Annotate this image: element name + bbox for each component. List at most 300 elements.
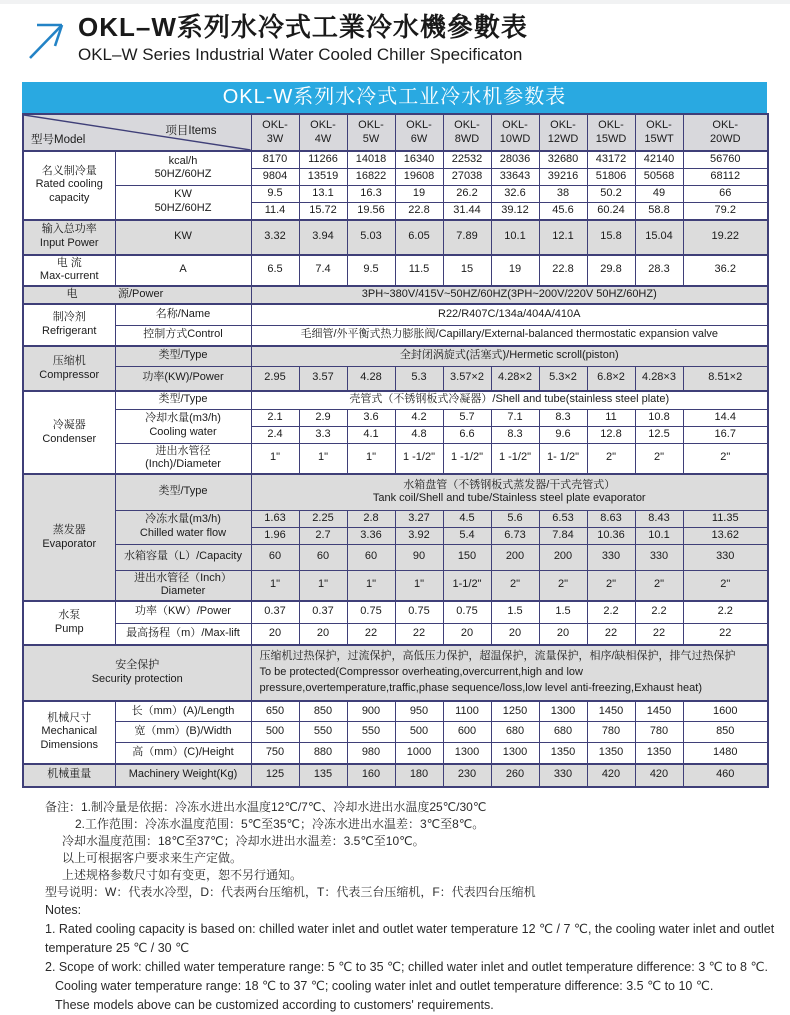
value-cell: 10.8 — [635, 409, 683, 426]
value-cell: 8170 — [251, 151, 299, 168]
value-cell: 45.6 — [539, 202, 587, 219]
value-cell: 20 — [251, 623, 299, 645]
model-prefix: OKL- — [262, 118, 288, 131]
model-header — [443, 114, 491, 151]
value-cell: 500 — [395, 722, 443, 743]
item-label: 高（mm）(C)/Height — [115, 743, 251, 764]
security-text — [251, 645, 768, 701]
value-cell: 4.28×3 — [635, 366, 683, 391]
value-cell: 2" — [683, 443, 768, 474]
value-cell: 1 -1/2" — [443, 443, 491, 474]
value-cell: 6.6 — [443, 426, 491, 443]
value-cell: 2.7 — [299, 527, 347, 544]
value-cell: 330 — [683, 544, 768, 570]
value-cell: 1 -1/2" — [491, 443, 539, 474]
section-label-dimensions — [23, 701, 115, 764]
model-name: 15WD — [595, 132, 627, 145]
value-cell: 16822 — [347, 168, 395, 185]
value-cell: 50.2 — [587, 185, 635, 202]
power-supply-label — [23, 286, 251, 304]
value-cell: 19608 — [395, 168, 443, 185]
value-cell: 7.84 — [539, 527, 587, 544]
value-cell: 14018 — [347, 151, 395, 168]
item-label-line: 冷冻水量(m3/h) — [145, 513, 221, 526]
security-text-en: To be protected(Compressor overheating,overcurrent,high and low pressure,overtemperature,traffic,phase sequence/loss,low level anti-freezing,Exhaust heat) — [259, 665, 702, 694]
value-cell: 7.1 — [491, 409, 539, 426]
section-label-en: Rated cooling capacity — [35, 178, 103, 205]
value-cell: 79.2 — [683, 202, 768, 219]
value-cell: 135 — [299, 764, 347, 787]
value-cell: 14.4 — [683, 409, 768, 426]
item-label — [115, 443, 251, 474]
value-cell: 2" — [683, 570, 768, 601]
table-row — [23, 701, 768, 722]
value-cell: 8.51×2 — [683, 366, 768, 391]
refrigerant-control-value: 毛细管/外平衡式热力膨胀阀/Capillary/External-balanced thermostatic expansion valve — [251, 325, 768, 346]
value-cell: 56760 — [683, 151, 768, 168]
item-label — [115, 409, 251, 443]
value-cell: 22 — [683, 623, 768, 645]
value-cell: 950 — [395, 701, 443, 722]
model-prefix: OKL- — [550, 118, 576, 131]
value-cell: 600 — [443, 722, 491, 743]
value-cell: 28.3 — [635, 255, 683, 287]
item-label: 最高扬程（m）/Max-lift — [115, 623, 251, 645]
value-cell: 1350 — [539, 743, 587, 764]
power-label-cn: 电 — [66, 288, 78, 301]
value-cell: 39.12 — [491, 202, 539, 219]
value-cell: 20 — [539, 623, 587, 645]
value-cell: 39216 — [539, 168, 587, 185]
item-label-line: kcal/h — [168, 154, 198, 167]
value-cell: 0.75 — [443, 601, 491, 623]
section-label-en: Max-current — [39, 270, 99, 283]
table-row — [23, 722, 768, 743]
value-cell: 60.24 — [587, 202, 635, 219]
value-cell: 1" — [251, 570, 299, 601]
table-row — [23, 570, 768, 601]
section-label-en: Condenser — [42, 432, 97, 445]
section-label-condenser — [23, 391, 115, 474]
section-label-refrigerant — [23, 304, 115, 346]
item-label-line: 进出水管径 — [155, 444, 211, 457]
value-cell: 2.2 — [635, 601, 683, 623]
value-cell: 160 — [347, 764, 395, 787]
table-row — [23, 409, 768, 426]
model-name: 3W — [266, 132, 284, 145]
value-cell: 28036 — [491, 151, 539, 168]
value-cell: 9.5 — [347, 255, 395, 287]
item-label: 类型/Type — [115, 474, 251, 510]
item-label: 宽（mm）(B)/Width — [115, 722, 251, 743]
spec-table-wrap — [22, 82, 767, 788]
value-cell: 2.9 — [299, 409, 347, 426]
value-cell: 1 -1/2" — [395, 443, 443, 474]
table-row — [23, 304, 768, 325]
table-row — [23, 391, 768, 409]
value-cell: 200 — [491, 544, 539, 570]
model-header — [251, 114, 299, 151]
value-cell: 11.5 — [395, 255, 443, 287]
model-name: 8WD — [454, 132, 480, 145]
value-cell: 20 — [299, 623, 347, 645]
section-label-pump — [23, 601, 115, 645]
item-label: 长（mm）(A)/Length — [115, 701, 251, 722]
table-row — [23, 286, 768, 304]
value-cell: 4.2 — [395, 409, 443, 426]
item-label: 名称/Name — [115, 304, 251, 325]
value-cell: 33643 — [491, 168, 539, 185]
section-label-cn: 名义制冷量 — [41, 164, 97, 177]
section-label-weight: 机械重量 — [23, 764, 115, 787]
section-label-cn: 电 流 — [56, 256, 82, 269]
table-row — [23, 151, 768, 168]
note-line: Notes: — [45, 902, 82, 917]
value-cell: 3.57×2 — [443, 366, 491, 391]
value-cell: 5.7 — [443, 409, 491, 426]
model-name: 12WD — [547, 132, 579, 145]
value-cell: 1600 — [683, 701, 768, 722]
value-cell: 27038 — [443, 168, 491, 185]
value-cell: 4.28 — [347, 366, 395, 391]
condenser-type-value: 壳管式（不锈钢板式冷凝器）/Shell and tube(stainless steel plate) — [251, 391, 768, 409]
value-cell: 32.6 — [491, 185, 539, 202]
value-cell: 51806 — [587, 168, 635, 185]
table-row — [23, 601, 768, 623]
notes-cn — [45, 799, 790, 901]
value-cell: 1" — [251, 443, 299, 474]
value-cell: 0.75 — [395, 601, 443, 623]
value-cell: 2.1 — [251, 409, 299, 426]
value-cell: 0.37 — [299, 601, 347, 623]
model-name: 20WD — [709, 132, 741, 145]
value-cell: 9.6 — [539, 426, 587, 443]
value-cell: 5.3 — [395, 366, 443, 391]
model-prefix: OKL- — [454, 118, 480, 131]
value-cell: 3.92 — [395, 527, 443, 544]
model-name: 15WT — [644, 132, 674, 145]
unit-label: A — [115, 255, 251, 287]
value-cell: 22532 — [443, 151, 491, 168]
value-cell: 1450 — [587, 701, 635, 722]
value-cell: 16.7 — [683, 426, 768, 443]
value-cell: 19.56 — [347, 202, 395, 219]
value-cell: 12.1 — [539, 220, 587, 255]
section-label-en: Input Power — [39, 237, 99, 249]
model-name: 4W — [314, 132, 332, 145]
section-label-cn: 压缩机 — [52, 354, 86, 367]
value-cell: 31.44 — [443, 202, 491, 219]
value-cell: 780 — [587, 722, 635, 743]
table-row — [23, 185, 768, 202]
value-cell: 49 — [635, 185, 683, 202]
value-cell: 15 — [443, 255, 491, 287]
table-row — [23, 366, 768, 391]
value-cell: 1.96 — [251, 527, 299, 544]
page-header — [0, 4, 790, 66]
value-cell: 1480 — [683, 743, 768, 764]
value-cell: 1350 — [587, 743, 635, 764]
value-cell: 1450 — [635, 701, 683, 722]
section-label-en: Security protection — [91, 672, 183, 685]
value-cell: 1.63 — [251, 510, 299, 527]
value-cell: 850 — [299, 701, 347, 722]
evaporator-type-value — [251, 474, 768, 510]
item-label: 水箱容量（L）/Capacity — [115, 544, 251, 570]
section-label-current — [23, 255, 115, 287]
note-line: 2.工作范围：冷冻水温度范围：5℃至35℃；冷冻水进出水温差：3℃至8℃。 — [75, 816, 485, 831]
section-label-cn: 蒸发器 — [52, 523, 86, 536]
item-label-line: 进出水管径（Inch） — [134, 571, 232, 584]
value-cell: 8.43 — [635, 510, 683, 527]
security-text-cn: 压缩机过热保护，过流保护，高低压力保护，超温保护，流量保护，相序/缺相保护，排气过热保护 — [259, 650, 736, 662]
value-cell: 6.05 — [395, 220, 443, 255]
item-label-line: 冷却水量(m3/h) — [145, 412, 221, 425]
model-header — [299, 114, 347, 151]
unit-label: KW — [115, 220, 251, 255]
model-header — [683, 114, 768, 151]
value-cell: 2.4 — [251, 426, 299, 443]
section-label-cn: 制冷剂 — [52, 311, 86, 324]
value-cell: 19 — [395, 185, 443, 202]
value-cell: 6.5 — [251, 255, 299, 287]
table-row — [23, 544, 768, 570]
evaporator-type-en: Tank coil/Shell and tube/Stainless steel plate evaporator — [372, 492, 646, 505]
value-cell: 3.32 — [251, 220, 299, 255]
model-header — [491, 114, 539, 151]
value-cell: 11.35 — [683, 510, 768, 527]
value-cell: 16340 — [395, 151, 443, 168]
value-cell: 60 — [251, 544, 299, 570]
value-cell: 850 — [683, 722, 768, 743]
section-label-evaporator — [23, 474, 115, 601]
value-cell: 550 — [347, 722, 395, 743]
item-label-line: (Inch)/Diameter — [145, 458, 221, 471]
model-header — [347, 114, 395, 151]
value-cell: 5.03 — [347, 220, 395, 255]
value-cell: 3.27 — [395, 510, 443, 527]
value-cell: 900 — [347, 701, 395, 722]
value-cell: 43172 — [587, 151, 635, 168]
item-label: 控制方式Control — [115, 325, 251, 346]
value-cell: 330 — [587, 544, 635, 570]
note-line: 备注：1.制冷量是依据：冷冻水进出水温度12℃/7℃、冷却水进出水温度25℃/30℃ — [45, 799, 487, 814]
table-row — [23, 325, 768, 346]
value-cell: 6.73 — [491, 527, 539, 544]
section-label-compressor — [23, 346, 115, 391]
note-line: Cooling water temperature range: 18 ℃ to 37 ℃; cooling water inlet and outlet temperature difference: 3.5 ℃ to 10 ℃. — [55, 978, 714, 993]
model-prefix: OKL- — [310, 118, 336, 131]
value-cell: 9.5 — [251, 185, 299, 202]
value-cell: 4.8 — [395, 426, 443, 443]
item-label: 类型/Type — [115, 391, 251, 409]
section-label-capacity — [23, 151, 115, 220]
value-cell: 2" — [587, 570, 635, 601]
value-cell: 15.72 — [299, 202, 347, 219]
value-cell: 42140 — [635, 151, 683, 168]
table-row — [23, 346, 768, 366]
corner-model-label: 型号Model — [31, 133, 86, 146]
section-label-en: Compressor — [39, 368, 100, 381]
value-cell: 750 — [251, 743, 299, 764]
model-header — [539, 114, 587, 151]
value-cell: 500 — [251, 722, 299, 743]
item-label-line: 50HZ/60HZ — [154, 202, 212, 215]
value-cell: 650 — [251, 701, 299, 722]
refrigerant-name-value: R22/R407C/134a/404A/410A — [251, 304, 768, 325]
model-header — [587, 114, 635, 151]
item-label: 功率（KW）/Power — [115, 601, 251, 623]
value-cell: 22 — [395, 623, 443, 645]
value-cell: 12.5 — [635, 426, 683, 443]
table-row — [23, 645, 768, 701]
value-cell: 4.28×2 — [491, 366, 539, 391]
value-cell: 1100 — [443, 701, 491, 722]
note-line: 以上可根据客户要求来生产定做。 — [62, 850, 243, 865]
section-label-cn: 安全保护 — [115, 659, 160, 672]
value-cell: 11266 — [299, 151, 347, 168]
model-header — [395, 114, 443, 151]
section-label-en: Evaporator — [42, 537, 97, 550]
value-cell: 3.36 — [347, 527, 395, 544]
value-cell: 1300 — [491, 743, 539, 764]
item-label-line: Chilled water flow — [139, 527, 227, 539]
value-cell: 60 — [299, 544, 347, 570]
value-cell: 980 — [347, 743, 395, 764]
model-prefix: OKL- — [646, 118, 672, 131]
value-cell: 50568 — [635, 168, 683, 185]
item-label — [115, 570, 251, 601]
value-cell: 125 — [251, 764, 299, 787]
item-label-line: 50HZ/60HZ — [154, 168, 212, 181]
section-label-en: Mechanical Dimensions — [40, 725, 98, 752]
value-cell: 38 — [539, 185, 587, 202]
value-cell: 22 — [347, 623, 395, 645]
value-cell: 10.1 — [635, 527, 683, 544]
value-cell: 10.1 — [491, 220, 539, 255]
table-row — [23, 474, 768, 510]
value-cell: 2.8 — [347, 510, 395, 527]
value-cell: 2" — [635, 570, 683, 601]
note-line: temperature 25 ℃ / 30 ℃ — [45, 940, 190, 955]
item-label — [115, 185, 251, 219]
value-cell: 2" — [491, 570, 539, 601]
value-cell: 6.53 — [539, 510, 587, 527]
value-cell: 2" — [635, 443, 683, 474]
table-row — [23, 743, 768, 764]
value-cell: 8.63 — [587, 510, 635, 527]
value-cell: 10.36 — [587, 527, 635, 544]
value-cell: 330 — [539, 764, 587, 787]
note-line: 冷却水温度范围：18℃至37℃；冷却水进出水温差：3.5℃至10℃。 — [62, 833, 425, 848]
value-cell: 1" — [347, 443, 395, 474]
value-cell: 1300 — [539, 701, 587, 722]
value-cell: 22 — [635, 623, 683, 645]
value-cell: 32680 — [539, 151, 587, 168]
value-cell: 2.25 — [299, 510, 347, 527]
item-label: Machinery Weight(Kg) — [115, 764, 251, 787]
model-name: 10WD — [499, 132, 531, 145]
section-label-cn: 机械尺寸 — [47, 711, 92, 724]
value-cell: 1.5 — [539, 601, 587, 623]
evaporator-type-cn: 水箱盘管（不锈钢板式蒸发器/干式壳管式） — [403, 478, 616, 491]
value-cell: 20 — [491, 623, 539, 645]
value-cell: 880 — [299, 743, 347, 764]
value-cell: 200 — [539, 544, 587, 570]
value-cell: 180 — [395, 764, 443, 787]
value-cell: 2.2 — [587, 601, 635, 623]
value-cell: 1.5 — [491, 601, 539, 623]
note-line: These models above can be customized according to customers' requirements. — [55, 997, 494, 1012]
value-cell: 5.3×2 — [539, 366, 587, 391]
value-cell: 1" — [395, 570, 443, 601]
value-cell: 7.89 — [443, 220, 491, 255]
value-cell: 66 — [683, 185, 768, 202]
compressor-type-value: 全封闭涡旋式(活塞式)/Hermetic scroll(piston) — [251, 346, 768, 366]
corner-items-label: 项目Items — [165, 125, 217, 137]
model-prefix: OKL- — [406, 118, 432, 131]
table-row — [23, 510, 768, 527]
note-line: 2. Scope of work: chilled water temperature range: 5 ℃ to 35 ℃; chilled water inlet and outlet temperature difference: 3 ℃ to 8 ℃. — [45, 959, 768, 974]
value-cell: 2" — [587, 443, 635, 474]
value-cell: 58.8 — [635, 202, 683, 219]
value-cell: 36.2 — [683, 255, 768, 287]
value-cell: 16.3 — [347, 185, 395, 202]
value-cell: 420 — [587, 764, 635, 787]
value-cell: 11 — [587, 409, 635, 426]
value-cell: 22.8 — [539, 255, 587, 287]
value-cell: 2" — [539, 570, 587, 601]
value-cell: 8.3 — [539, 409, 587, 426]
value-cell: 1300 — [443, 743, 491, 764]
table-row — [23, 220, 768, 255]
section-label-cn: 冷凝器 — [52, 418, 86, 431]
item-label-line: Cooling water — [149, 426, 217, 438]
value-cell: 1350 — [635, 743, 683, 764]
value-cell: 330 — [635, 544, 683, 570]
table-header-row — [23, 114, 768, 151]
value-cell: 9804 — [251, 168, 299, 185]
value-cell: 1000 — [395, 743, 443, 764]
value-cell: 680 — [539, 722, 587, 743]
value-cell: 13.1 — [299, 185, 347, 202]
table-row — [23, 255, 768, 287]
value-cell: 60 — [347, 544, 395, 570]
value-cell: 90 — [395, 544, 443, 570]
value-cell: 5.4 — [443, 527, 491, 544]
value-cell: 230 — [443, 764, 491, 787]
value-cell: 1" — [347, 570, 395, 601]
value-cell: 11.4 — [251, 202, 299, 219]
value-cell: 1250 — [491, 701, 539, 722]
value-cell: 3.3 — [299, 426, 347, 443]
value-cell: 780 — [635, 722, 683, 743]
item-label — [115, 151, 251, 185]
value-cell: 680 — [491, 722, 539, 743]
value-cell: 260 — [491, 764, 539, 787]
item-label-line: KW — [174, 188, 192, 201]
value-cell: 550 — [299, 722, 347, 743]
power-supply-value: 3PH~380V/415V~50HZ/60HZ(3PH~200V/220V 50HZ/60HZ) — [251, 286, 768, 304]
section-label-cn: 输入总功率 — [41, 223, 97, 236]
table-row — [23, 764, 768, 787]
section-label-input-power — [23, 220, 115, 255]
item-label: 功率(KW)/Power — [115, 366, 251, 391]
corner-cell — [23, 114, 251, 151]
model-prefix: OKL- — [502, 118, 528, 131]
value-cell: 7.4 — [299, 255, 347, 287]
value-cell: 22.8 — [395, 202, 443, 219]
